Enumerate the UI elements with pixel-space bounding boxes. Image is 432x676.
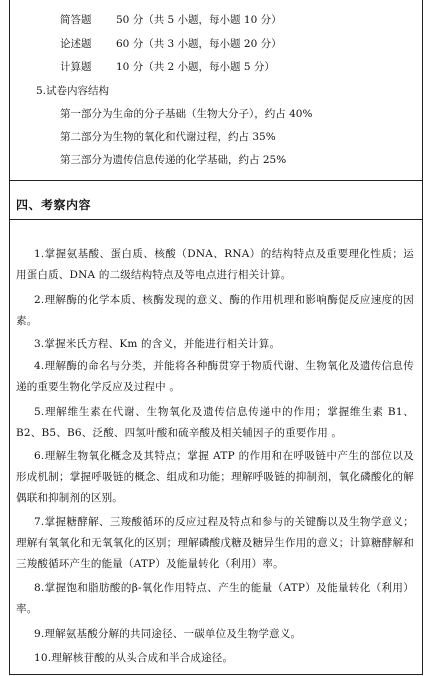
score-type-label: 计算题 xyxy=(60,61,92,73)
content-item: 4.理解酶的命名与分类，并能将各种酶贯穿于物质代谢、生物氧化及遗传信息传递的重要生物化学反应及过程中 。 xyxy=(16,360,414,393)
section-divider-bottom xyxy=(9,219,423,220)
structure-part: 第二部分为生物的氧化和代谢过程，约占 35% xyxy=(60,131,276,143)
section-heading: 四、考察内容 xyxy=(16,198,92,212)
structure-title: 5.试卷内容结构 xyxy=(36,85,110,97)
score-value: 60 分（共 3 小题，每小题 20 分） xyxy=(116,38,282,50)
content-item: 2.理解酶的化学本质、核酶发现的意义、酶的作用机理和影响酶促反应速度的因素。 xyxy=(16,294,414,327)
content-item: 3.掌握米氏方程、Km 的含义，并能进行相关计算。 xyxy=(34,338,281,350)
section-divider-top xyxy=(9,180,423,181)
content-item: 7.掌握糖酵解、三羧酸循环的反应过程及特点和参与的关键酶以及生物学意义；理解有氧氧化和无氧氧化的区别；理解磷酸戊糖及糖异生作用的意义；计算糖酵解和三羧酸循环产生的能量（ATP）及能量转化（利用）率。 xyxy=(16,516,414,570)
structure-part: 第三部分为遗传信息传递的化学基础，约占 25% xyxy=(60,154,287,166)
content-item: 5.理解维生素在代谢、生物氧化及遗传信息传递中的作用；掌握维生素 B1、B2、B5、B6、泛酸、四氢叶酸和硫辛酸及相关辅因子的重要作用 。 xyxy=(16,406,414,439)
score-type-label: 简答题 xyxy=(60,14,92,26)
score-value: 50 分（共 5 小题，每小题 10 分） xyxy=(116,14,282,26)
content-item: 9.理解氨基酸分解的共同途径、一碳单位及生物学意义。 xyxy=(34,628,302,640)
content-item: 8.掌握饱和脂肪酸的β-氧化作用特点、产生的能量（ATP）及能量转化（利用）率。 xyxy=(16,582,414,615)
content-item: 10.理解核苷酸的从头合成和半合成途径。 xyxy=(34,652,234,664)
score-value: 10 分（共 2 小题，每小题 5 分） xyxy=(116,61,275,73)
score-type-label: 论述题 xyxy=(60,38,92,50)
content-item: 6.理解生物氧化概念及其特点；掌握 ATP 的作用和在呼吸链中产生的部位以及形成机制；掌握呼吸链的概念、组成和功能；理解呼吸链的抑制剂，氧化磷酸化的解偶联和抑制剂的区别。 xyxy=(16,450,414,504)
structure-part: 第一部分为生命的分子基础（生物大分子），约占 40% xyxy=(60,108,313,120)
content-item: 1.掌握氨基酸、蛋白质、核酸（DNA、RNA）的结构特点及重要理化性质；运用蛋白质、DNA 的二级结构特点及等电点进行相关计算。 xyxy=(16,248,414,281)
